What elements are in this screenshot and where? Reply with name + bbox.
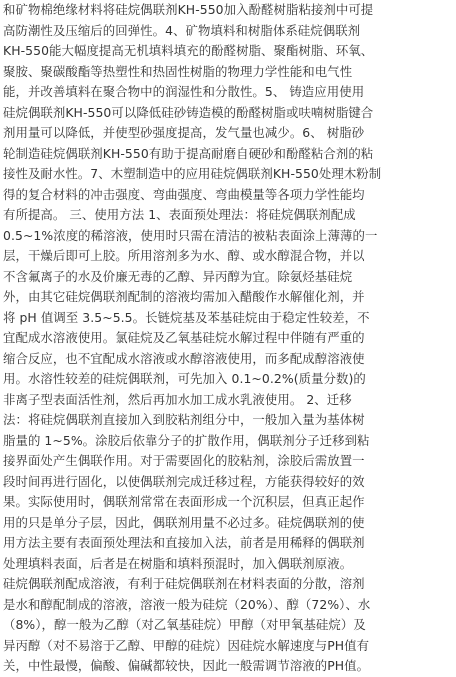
text-line: KH-550能大幅度提高无机填料填充的酚醛树脂、聚酯树脂、环氧、 (3, 43, 374, 58)
text-line: 有所提高。 三、使用方法 1、表面预处理法：将硅烷偶联剂配成 (3, 207, 356, 222)
text-line: 接性及耐水性。7、木塑制造中的应用硅烷偶联剂KH-550处理木粉制 (3, 166, 382, 181)
text-line: 硅烷偶联剂配成溶液，有利于硅烷偶联剂在材料表面的分散，溶剂 (3, 576, 365, 591)
text-line: 关，中性最慢，偏酸、偏碱都较快，因此一般需调节溶液的PH值。 (3, 658, 370, 673)
text-line: 将 pH 值调至 3.5~5.5。长链烷基及苯基硅烷由于稳定性较差，不 (3, 309, 370, 325)
text-line: 得的复合材料的冲击强度、弯曲强度、弯曲模量等各项力学性能均 (3, 186, 365, 202)
article-text-block (3, 0, 455, 677)
text-line: 能，并改善填料在聚合物中的润湿性和分散性。5、 铸造应用使用 (3, 84, 365, 99)
text-line: 轮制造硅烷偶联剂KH-550有助于提高耐磨自硬砂和酚醛粘合剂的粘 (3, 145, 374, 161)
text-line: （8%），醇一般为乙醇（对乙氧基硅烷）甲醇（对甲氧基硅烷）及 (3, 617, 366, 632)
text-line: 用。水溶性较差的硅烷偶联剂，可先加入 0.1~0.2%(质量分数)的 (3, 371, 366, 386)
text-line: 处理填料表面，后者是在树脂和填料预混时，加入偶联剂原液。 (3, 555, 353, 571)
text-line: 异丙醇（对不易溶于乙醇、甲醇的硅烷）因硅烷水解速度与PH值有 (3, 637, 370, 653)
text-line: 用的只是单分子层，因此，偶联剂用量不必过多。硅烷偶联剂的使 (3, 514, 365, 530)
text-line: 高防潮性及压缩后的回弹性。4、矿物填料和树脂体系硅烷偶联剂 (3, 22, 361, 38)
text-line: 段时间再进行固化，以使偶联剂完成迁移过程，方能获得较好的效 (3, 473, 365, 489)
text-line: 果。实际使用时，偶联剂常常在表面形成一个沉积层，但真正起作 (3, 494, 365, 509)
text-line: 缩合反应，也不宜配成水溶液或水醇溶液使用，而多配成醇溶液使 (3, 350, 365, 366)
text-line: 宜配成水溶液使用。氯硅烷及乙氧基硅烷水解过程中伴随有严重的 (3, 330, 365, 345)
text-line: 非离子型表面活性剂，然后再加水加工成水乳液使用。 2、迁移 (3, 391, 352, 407)
text-line: 脂量的 1~5%。涂胶后依靠分子的扩散作用，偶联剂分子迁移到粘 (3, 432, 370, 448)
text-line: 和矿物棉绝缘材料将硅烷偶联剂KH-550加入酚醛树脂粘接剂中可提 (3, 2, 374, 17)
text-line: 是水和醇配制成的溶液，溶液一般为硅烷（20%）、醇（72%）、水 (3, 596, 371, 612)
text-line: 法：将硅烷偶联剂直接加入到胶粘剂组分中，一般加入量为基体树 (3, 412, 365, 427)
text-line: 用方法主要有表面预处理法和直接加入法，前者是用稀释的偶联剂 (3, 535, 365, 550)
text-line: 不含氟离子的水及价廉无毒的乙醇、异丙醇为宜。除氨烃基硅烷 (3, 268, 353, 284)
text-line: 0.5~1%浓度的稀溶液，使用时只需在清洁的被粘表面涂上薄薄的一 (3, 227, 378, 243)
text-line: 聚胺、聚碳酸酯等热塑性和热固性树脂的物理力学性能和电气性 (3, 63, 353, 79)
text-line: 硅烷偶联剂KH-550可以降低硅砂铸造模的酚醛树脂或呋喃树脂键合 (3, 104, 374, 120)
text-line: 剂用量可以降低，并使型砂强度提高，发气量也减少。6、 树脂砂 (3, 125, 365, 140)
text-line: 外，由其它硅烷偶联剂配制的溶液均需加入醋酸作水解催化剂，并 (3, 289, 365, 304)
text-line: 接界面处产生偶联作用。对于需要固化的胶粘剂，涂胶后需放置一 (3, 453, 365, 468)
text-line: 层，干燥后即可上胶。所用溶剂多为水、醇、或水醇混合物，并以 (3, 248, 365, 263)
